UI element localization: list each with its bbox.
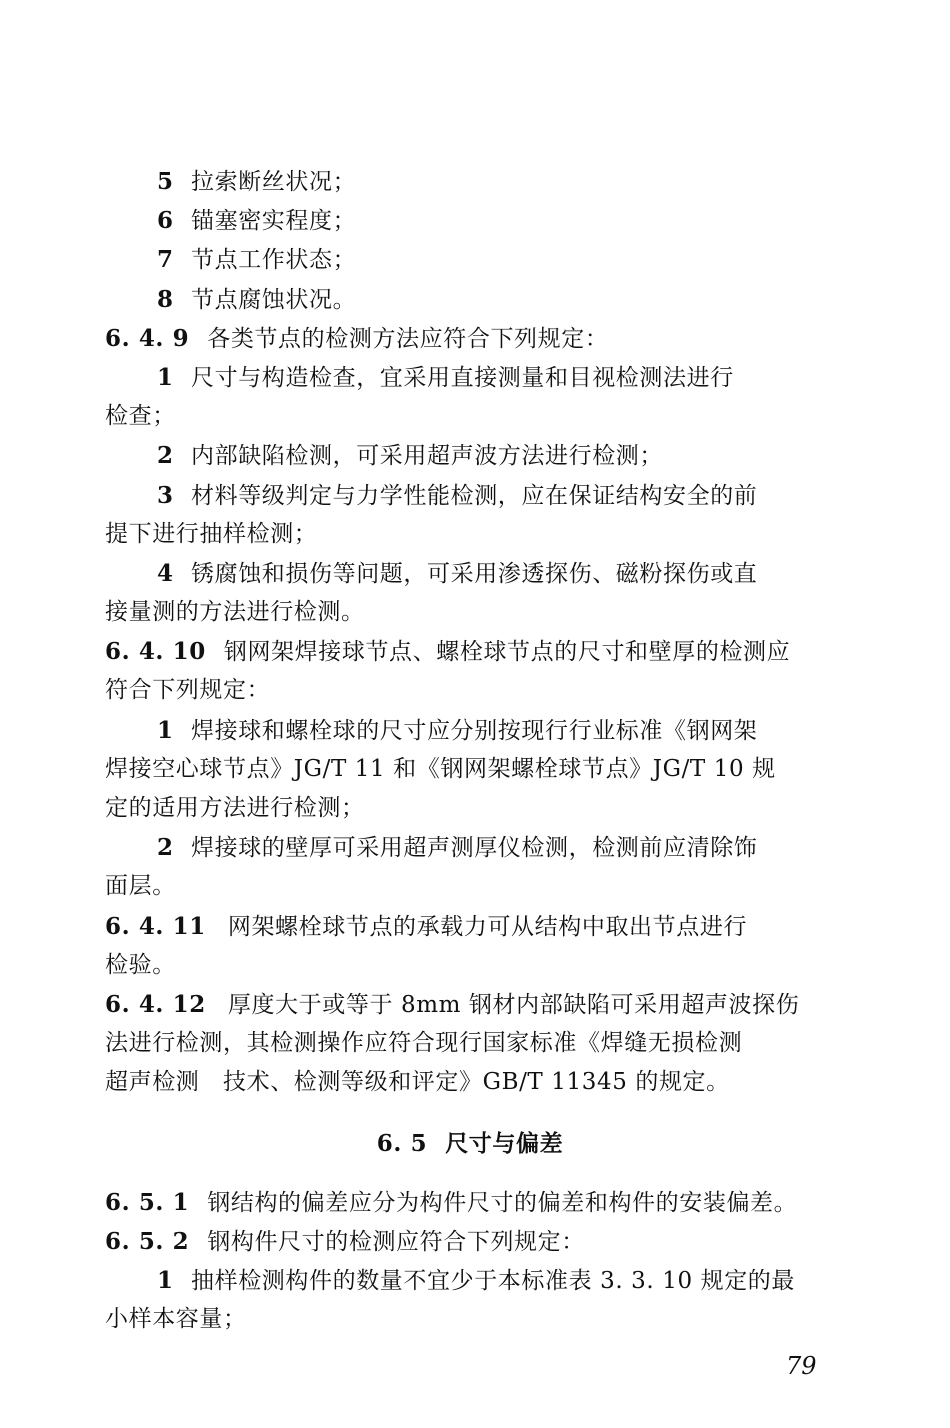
list-item: 4 锈腐蚀和损伤等问题，可采用渗透探伤、磁粉探伤或直: [157, 559, 758, 587]
list-item: 7 节点工作状态；: [157, 246, 357, 274]
list-item-continuation: 焊接空心球节点》JG/T 11 和《钢网架螺栓球节点》JG/T 10 规: [105, 755, 776, 782]
clause-6-4-12: 6. 4. 12 厚度大于或等于 8mm 钢材内部缺陷可采用超声波探伤: [105, 990, 800, 1018]
list-item-continuation: 接量测的方法进行检测。: [105, 599, 365, 626]
clause-continuation: 检验。: [105, 951, 176, 978]
page-number: 79: [786, 1352, 817, 1380]
clause-continuation: 法进行检测，其检测操作应符合现行国家标准《焊缝无损检测: [105, 1030, 743, 1057]
clause-6-5-2: 6. 5. 2 钢构件尺寸的检测应符合下列规定：: [105, 1227, 585, 1255]
clause-6-4-9: 6. 4. 9 各类节点的检测方法应符合下列规定：: [105, 324, 609, 352]
list-item: 6 锚塞密实程度；: [157, 207, 357, 235]
clause-6-4-11: 6. 4. 11 网架螺栓球节点的承载力可从结构中取出节点进行: [105, 912, 748, 940]
clause-6-4-10: 6. 4. 10 钢网架焊接球节点、螺栓球节点的尺寸和壁厚的检测应: [105, 638, 791, 666]
list-item: 2 内部缺陷检测，可采用超声波方法进行检测；: [157, 442, 663, 470]
list-item: 2 焊接球的壁厚可采用超声测厚仪检测，检测前应清除饰: [157, 834, 758, 862]
page-body: [105, 162, 835, 1339]
list-item: 8 节点腐蚀状况。: [157, 285, 357, 313]
list-item: 1 焊接球和螺栓球的尺寸应分别按现行行业标准《钢网架: [157, 716, 758, 744]
list-item-continuation: 面层。: [105, 873, 176, 900]
list-item: 1 尺寸与构造检查，宜采用直接测量和目视检测法进行: [157, 363, 734, 391]
list-item-continuation: 提下进行抽样检测；: [105, 520, 318, 547]
section-heading: 6. 5 尺寸与偏差: [376, 1129, 564, 1157]
clause-continuation: 超声检测 技术、检测等级和评定》GB/T 11345 的规定。: [105, 1069, 730, 1096]
list-item-continuation: 检查；: [105, 403, 176, 430]
list-item-continuation: 定的适用方法进行检测；: [105, 795, 365, 821]
list-item: 3 材料等级判定与力学性能检测，应在保证结构安全的前: [157, 481, 758, 509]
list-item: 1 抽样检测构件的数量不宜少于本标准表 3. 3. 10 规定的最: [157, 1266, 795, 1294]
clause-continuation: 符合下列规定：: [105, 677, 271, 704]
list-item-continuation: 小样本容量；: [105, 1306, 247, 1333]
list-item: 5 拉索断丝状况；: [157, 168, 357, 195]
clause-6-5-1: 6. 5. 1 钢结构的偏差应分为构件尺寸的偏差和构件的安装偏差。: [105, 1188, 798, 1216]
